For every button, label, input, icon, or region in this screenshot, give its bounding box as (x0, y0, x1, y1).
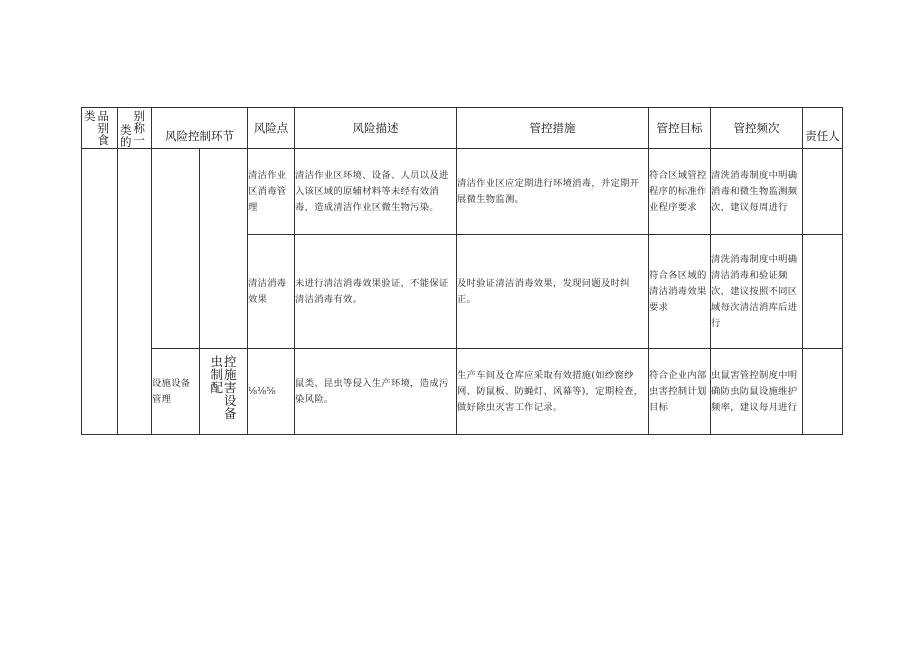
stage-cell (152, 149, 200, 349)
risk-point: ⅛⅛⅝ (248, 349, 295, 435)
table-row (82, 149, 843, 235)
measures: 清洁作业区应定期进行环境消毒，并定期开展微生物监测。 (457, 149, 649, 235)
stage-cell: 设施设备管理 (152, 349, 200, 435)
header-frequency: 管控频次 (711, 108, 803, 149)
measures: 生产车间及仓库应采取有效措施(如纱窗纱网、防鼠板、防蝇灯、风幕等)，定期检查，做好除虫灭害工作记录。 (457, 349, 649, 435)
header-category-name: 类 的 别 称 一 (118, 108, 152, 149)
risk-control-table (81, 107, 843, 435)
header-risk-point: 风险点 (248, 108, 295, 149)
measures: 及时验证清洁消毒效果，发现问题及时纠正。 (457, 235, 649, 349)
header-risk-desc: 风险描述 (295, 108, 457, 149)
category-name-cell (118, 149, 152, 435)
risk-point: 清洁作业区消毒管理 (248, 149, 295, 235)
header-measures: 管控措施 (457, 108, 649, 149)
category-cell (82, 149, 118, 435)
goal: 符合企业内部虫害控制计划目标 (649, 349, 711, 435)
goal: 符合区域管控程序的标准作业程序要求 (649, 149, 711, 235)
header-goal: 管控目标 (649, 108, 711, 149)
header-category: 类 品 别 食 (82, 108, 118, 149)
goal: 符合各区域的清洁消毒效果要求 (649, 235, 711, 349)
responsible (803, 235, 843, 349)
frequency: 清洗消毒制度中明确清洁消毒和验证频次，建议按照不同区域每次清洁消库后进行 (711, 235, 803, 349)
risk-point: 清洁消毒效果 (248, 235, 295, 349)
table-row (82, 349, 843, 435)
risk-desc: 未进行清洁消毒效果验证，不能保证清洁消毒有效。 (295, 235, 457, 349)
stage-sub-cell: 虫 制 配 控 施 害 设 备 (200, 349, 248, 435)
stage-sub-cell (200, 149, 248, 349)
frequency: 清洗消毒制度中明确消毒和微生物监测频次，建议每周进行 (711, 149, 803, 235)
responsible (803, 149, 843, 235)
header-row (82, 108, 843, 149)
risk-desc: 清洁作业区环境、设备、人员以及进入该区域的原辅材料等未经有效消毒，造成清洁作业区微生物污染。 (295, 149, 457, 235)
responsible (803, 349, 843, 435)
header-control-stage: 风险控制环节 (152, 108, 248, 149)
risk-desc: 鼠类、昆虫等侵入生产环境，造成污染风险。 (295, 349, 457, 435)
frequency: 虫鼠害管控制度中明确防虫防鼠设施维护频率，建议每月进行 (711, 349, 803, 435)
header-responsible: 责任人 (803, 108, 843, 149)
